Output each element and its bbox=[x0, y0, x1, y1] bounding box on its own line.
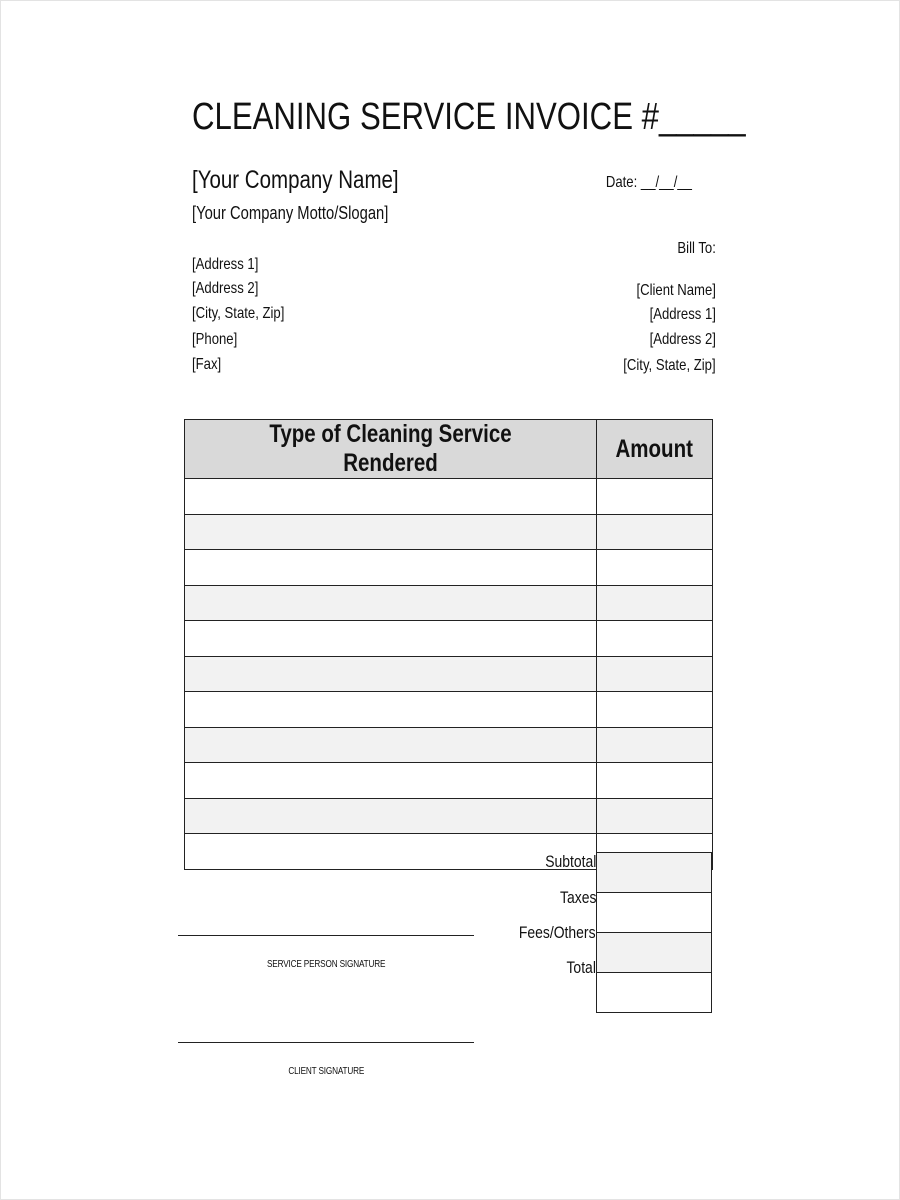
service-person-signature-label bbox=[178, 959, 474, 970]
fees-others-row bbox=[597, 933, 712, 973]
client-address-2 bbox=[520, 331, 716, 349]
company-city-state-zip-text: [City, State, Zip] bbox=[192, 305, 285, 322]
totals-box bbox=[596, 852, 712, 1013]
subtotal-value-cell[interactable] bbox=[597, 853, 712, 893]
company-address-2 bbox=[192, 280, 273, 298]
total-label bbox=[470, 958, 596, 978]
service-type-header bbox=[185, 420, 597, 479]
table-row bbox=[185, 763, 713, 799]
taxes-row bbox=[597, 893, 712, 933]
company-name bbox=[192, 166, 444, 195]
amount-header bbox=[597, 420, 713, 479]
table-row bbox=[185, 550, 713, 586]
service-cell[interactable] bbox=[185, 621, 597, 657]
bill-to-label bbox=[560, 240, 716, 258]
service-table-header-row bbox=[185, 420, 713, 479]
client-address-1-text: [Address 1] bbox=[649, 306, 716, 323]
total-value-cell[interactable] bbox=[597, 973, 712, 1013]
taxes-value-cell[interactable] bbox=[597, 893, 712, 933]
company-address-1 bbox=[192, 256, 273, 274]
service-cell[interactable] bbox=[185, 798, 597, 834]
amount-cell[interactable] bbox=[597, 479, 713, 515]
table-row bbox=[185, 585, 713, 621]
client-signature-label bbox=[178, 1066, 474, 1077]
client-city-state-zip bbox=[520, 357, 716, 375]
total-row bbox=[597, 973, 712, 1013]
company-fax-text: [Fax] bbox=[192, 356, 222, 373]
company-fax bbox=[192, 356, 228, 374]
date-label-text: Date: __/__/__ bbox=[605, 174, 692, 191]
client-name bbox=[520, 282, 716, 300]
amount-cell[interactable] bbox=[597, 727, 713, 763]
company-motto bbox=[192, 203, 431, 224]
service-person-signature-text: SERVICE PERSON SIGNATURE bbox=[266, 959, 386, 970]
amount-cell[interactable] bbox=[597, 656, 713, 692]
service-cell[interactable] bbox=[185, 514, 597, 550]
client-city-state-zip-text: [City, State, Zip] bbox=[623, 357, 716, 374]
company-address-2-text: [Address 2] bbox=[192, 280, 259, 297]
client-signature-text: CLIENT SIGNATURE bbox=[288, 1066, 364, 1077]
company-phone-text: [Phone] bbox=[192, 331, 238, 348]
amount-cell[interactable] bbox=[597, 514, 713, 550]
amount-cell[interactable] bbox=[597, 621, 713, 657]
service-table bbox=[184, 419, 713, 870]
taxes-label-text: Taxes bbox=[559, 888, 596, 907]
table-row bbox=[185, 727, 713, 763]
taxes-label bbox=[470, 888, 596, 908]
service-cell[interactable] bbox=[185, 727, 597, 763]
subtotal-row bbox=[597, 853, 712, 893]
service-cell[interactable] bbox=[185, 585, 597, 621]
service-cell[interactable] bbox=[185, 692, 597, 728]
invoice-title bbox=[192, 96, 867, 139]
amount-cell[interactable] bbox=[597, 798, 713, 834]
table-row bbox=[185, 656, 713, 692]
amount-cell[interactable] bbox=[597, 585, 713, 621]
subtotal-label bbox=[470, 852, 596, 872]
table-row bbox=[185, 692, 713, 728]
service-cell[interactable] bbox=[185, 550, 597, 586]
amount-cell[interactable] bbox=[597, 692, 713, 728]
amount-cell[interactable] bbox=[597, 763, 713, 799]
company-motto-text: [Your Company Motto/Slogan] bbox=[192, 203, 389, 223]
fees-others-value-cell[interactable] bbox=[597, 933, 712, 973]
company-phone bbox=[192, 331, 247, 349]
company-name-text: [Your Company Name] bbox=[192, 166, 399, 194]
table-row bbox=[185, 798, 713, 834]
table-row bbox=[185, 514, 713, 550]
service-cell[interactable] bbox=[185, 656, 597, 692]
service-person-signature-line[interactable] bbox=[178, 935, 474, 936]
company-city-state-zip bbox=[192, 305, 305, 323]
invoice-title-text: CLEANING SERVICE INVOICE #_____ bbox=[192, 96, 746, 138]
amount-cell[interactable] bbox=[597, 550, 713, 586]
date-field bbox=[560, 174, 692, 192]
client-address-2-text: [Address 2] bbox=[649, 331, 716, 348]
service-cell[interactable] bbox=[185, 763, 597, 799]
table-row bbox=[185, 479, 713, 515]
service-type-header-text: Type of Cleaning Service Rendered bbox=[269, 420, 512, 477]
client-signature-line[interactable] bbox=[178, 1042, 474, 1043]
total-label-text: Total bbox=[566, 958, 596, 977]
service-cell[interactable] bbox=[185, 479, 597, 515]
fees-others-label-text: Fees/Others bbox=[519, 923, 596, 942]
fees-others-label bbox=[470, 923, 596, 943]
client-address-1 bbox=[520, 306, 716, 324]
client-name-text: [Client Name] bbox=[636, 282, 716, 299]
subtotal-label-text: Subtotal bbox=[544, 852, 596, 871]
amount-header-text: Amount bbox=[615, 434, 694, 463]
bill-to-label-text: Bill To: bbox=[677, 240, 716, 257]
company-address-1-text: [Address 1] bbox=[192, 256, 259, 273]
table-row bbox=[185, 621, 713, 657]
